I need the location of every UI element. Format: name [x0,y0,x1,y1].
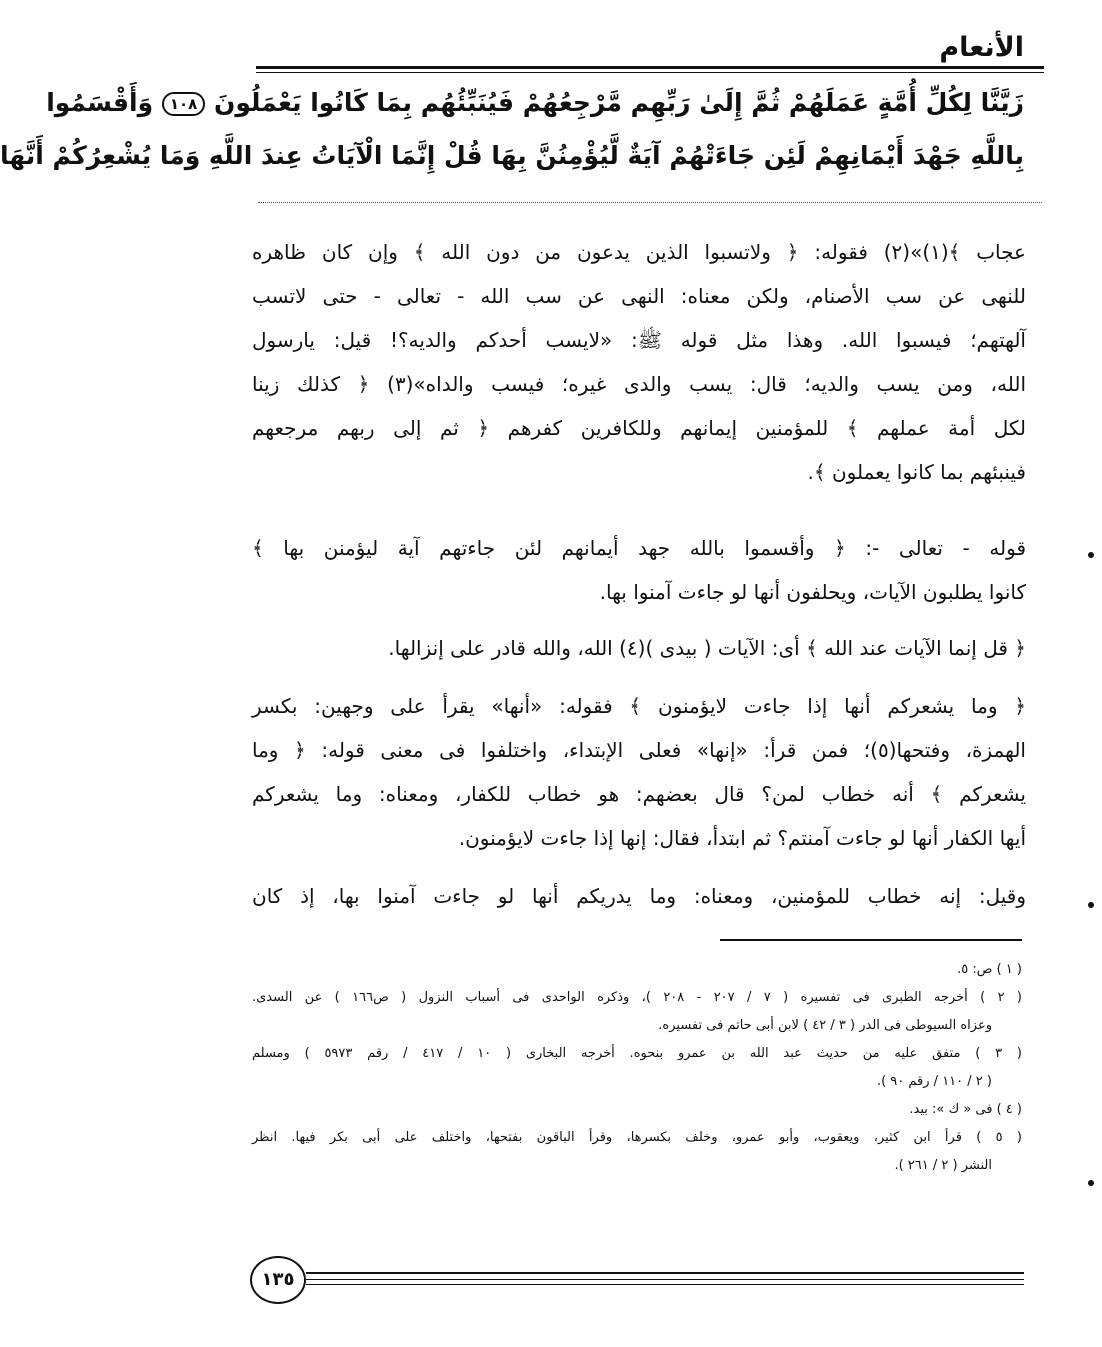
paragraph-3 [252,626,1026,670]
margin-dot [1088,1180,1094,1186]
paragraph-line: فينبئهم بما كانوا يعملون ﴾. [807,460,1026,484]
header-rule-thin [256,72,1044,73]
paragraph-line: عجاب ﴾(١)»(٢) فقوله: ﴿ ولاتسبوا الذين يدعون من دون الله ﴾ وإن كان ظاهره [252,240,1026,264]
ayah-number-marker: ١٠٨ [162,92,205,116]
footnote-line: ( ٤ ) فى « ك »: بيد. [909,1102,1022,1117]
paragraph-1 [252,230,1026,494]
paragraph-4 [252,684,1026,860]
verse-line-1-tail: وَأَقْسَمُوا [46,88,154,117]
paragraph-line: ﴿ قل إنما الآيات عند الله ﴾ أى: الآيات ( بيدى )(٤) الله، والله قادر على إنزالها. [388,636,1026,660]
footer-rule [306,1279,1024,1280]
margin-dot [1088,552,1094,558]
paragraph-line: كانوا يطلبون الآيات، ويحلفون أنها لو جاءت آمنوا بها. [599,580,1026,604]
surah-title: الأنعام [939,32,1024,63]
footnote-line: النشر ( ٢ / ٢٦١ ). [894,1158,992,1173]
paragraph-line: الهمزة، وفتحها(٥)؛ فمن قرأ: «إنها» فعلى الإبتداء، واختلفوا فى معنى قوله: ﴿ وما [252,738,1026,762]
verse-separator [258,202,1042,203]
verse-line-2: بِاللَّهِ جَهْدَ أَيْمَانِهِمْ لَئِن جَاءَتْهُمْ آيَةٌ لَّيُؤْمِنُنَّ بِهَا قُلْ إِنَّمَا الْآيَاتُ عِندَ اللَّهِ وَمَا يُشْعِرُكُمْ أَنَّهَا [0,141,1024,170]
verse-line-1-text: زَيَّنَّا لِكُلِّ أُمَّةٍ عَمَلَهُمْ ثُمَّ إِلَىٰ رَبِّهِم مَّرْجِعُهُمْ فَيُنَبِّئُهُم بِمَا كَانُوا يَعْمَلُونَ [214,88,1024,117]
margin-dot [1088,902,1094,908]
footnotes [252,956,1022,1180]
paragraph-2 [252,526,1026,614]
paragraph-line: يشعركم ﴾ أنه خطاب لمن؟ قال بعضهم: هو خطاب للكفار، ومعناه: وما يشعركم [252,782,1026,806]
footnote-separator [720,939,1022,941]
paragraph-line: الله، ومن يسب والديه؛ قال: يسب والدى غيره؛ فيسب والداه»(٣) ﴿ كذلك زينا [252,372,1026,396]
header-rule-thick [256,66,1044,69]
footnote-line: ( ٢ ) أخرجه الطبرى فى تفسيره ( ٧ / ٢٠٧ - ٢٠٨ )، وذكره الواحدى فى أسباب النزول ( ص١٦٦ ) عن السدى. [252,990,1022,1005]
footnote-line: ( ٣ ) متفق عليه من حديث عبد الله بن عمرو بنحوه. أخرجه البخارى ( ١٠ / ٤١٧ / رقم ٥٩٧٣ ) ومسلم [252,1046,1022,1061]
footnote-line: ( ٢ / ١١٠ / رقم ٩٠ ). [876,1074,992,1089]
paragraph-line: أيها الكفار أنها لو جاءت آمنتم؟ ثم ابتدأ، فقال: إنها إذا جاءت لايؤمنون. [458,826,1026,850]
paragraph-line: وقيل: إنه خطاب للمؤمنين، ومعناه: وما يدريكم أنها لو جاءت آمنوا بها، إذ كان [252,884,1026,908]
paragraph-line: للنهى عن سب الأصنام، ولكن معناه: النهى عن سب الله - تعالى - حتى لاتسب [252,284,1026,308]
paragraph-line: آلهتهم؛ فيسبوا الله. وهذا مثل قوله ﷺ: «لايسب أحدكم والديه؟! قيل: يارسول [252,328,1026,352]
verse-line-1 [46,83,1024,123]
paragraph-line: لكل أمة عملهم ﴾ للمؤمنين إيمانهم وللكافرين كفرهم ﴿ ثم إلى ربهم مرجعهم [252,416,1026,440]
footnote-line: ( ١ ) ص: ٥. [957,962,1022,977]
paragraph-line: قوله - تعالى -: ﴿ وأقسموا بالله جهد أيمانهم لئن جاءتهم آية ليؤمنن بها ﴾ [252,536,1026,560]
footer-rule [306,1272,1024,1274]
footnote-line: وعزاه السيوطى فى الدر ( ٣ / ٤٢ ) لابن أبى حاتم فى تفسيره. [658,1018,992,1033]
paragraph-line: ﴿ وما يشعركم أنها إذا جاءت لايؤمنون ﴾ فقوله: «أنها» يقرأ على وجهين: بكسر [252,694,1026,718]
footnote-line: ( ٥ ) قرأ ابن كثير، ويعقوب، وأبو عمرو، وخلف بكسرها، وقرأ الباقون بفتحها، واختلف على أبى بكر فيها. انظر [252,1130,1022,1145]
paragraph-5 [252,874,1026,918]
page-number: ١٣٥ [250,1256,306,1304]
footer-rule [306,1284,1024,1285]
